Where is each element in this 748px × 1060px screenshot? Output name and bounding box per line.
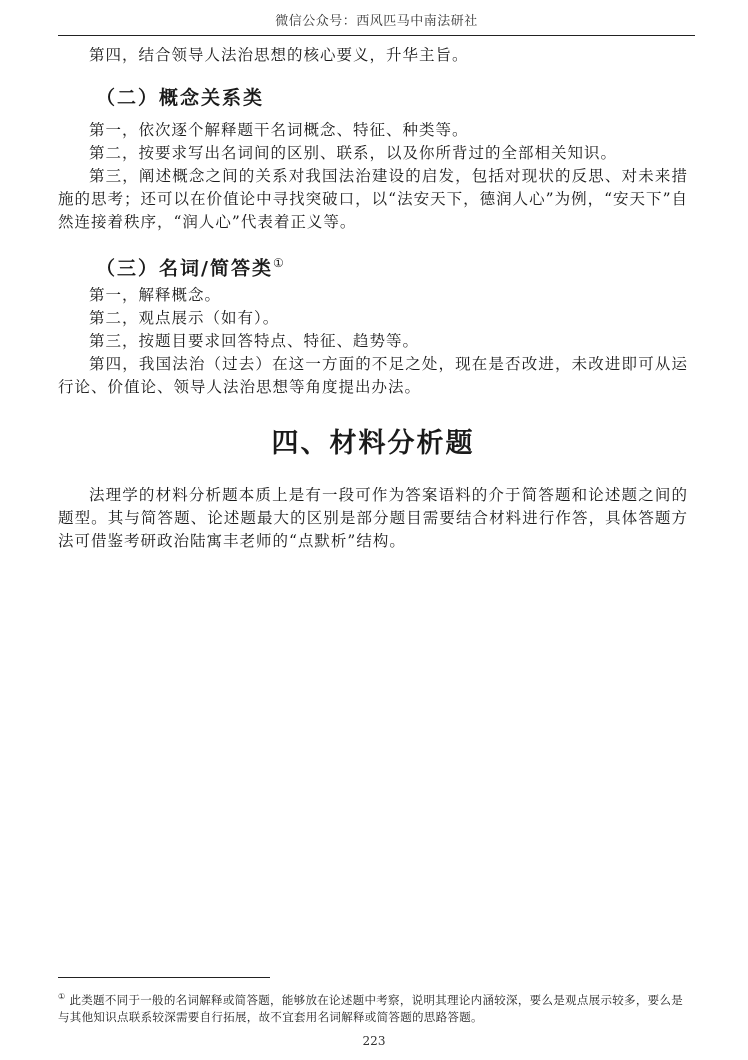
list-item: 第三，按题目要求回答特点、特征、趋势等。 — [89, 332, 420, 350]
intro-line: 第四，结合领导人法治思想的核心要义，升华主旨。 — [89, 46, 469, 64]
list-item: 第二，按要求写出名词间的区别、联系，以及你所背过的全部相关知识。 — [89, 144, 618, 162]
list-item: 第四，我国法治（过去）在这一方面的不足之处，现在是否改进，未改进即可从运行论、价值论、领导人法治思想等角度提出办法。 — [58, 355, 688, 396]
list-item: 第一，解释概念。 — [89, 286, 222, 304]
list-item: 第三，阐述概念之间的关系对我国法治建设的启发，包括对现状的反思、对未来措施的思考；还可以在价值论中寻找突破口，以“法安天下，德润人心”为例，“安天下”自然连接着秩序，“润人心”代表着正义等。 — [58, 167, 688, 231]
footnote — [58, 988, 690, 1026]
footnote-ref[interactable]: ① — [272, 256, 286, 270]
list-item: 第二，观点展示（如有）。 — [89, 309, 280, 327]
footnote-text: 此类题不同于一般的名词解释或简答题，能够放在论述题中考察，说明其理论内涵较深，要么是观点展示较多，要么是与其他知识点联系较深需要自行拓展，故不宜套用名词解释或简答题的思路答题。 — [58, 992, 684, 1024]
page-content — [58, 44, 688, 553]
subsection-title-text: （三）名词/简答类 — [96, 257, 273, 280]
subsection-title-concept-relation: （二）概念关系类 — [96, 87, 265, 109]
subsection-title-term-short-answer — [58, 248, 688, 278]
footnote-divider — [58, 977, 270, 978]
page-header: 微信公众号：西风匹马中南法研社 — [58, 10, 695, 36]
section-title-material-analysis: 四、材料分析题 — [271, 428, 475, 459]
footnote-mark: ① — [58, 992, 66, 1001]
section-body: 法理学的材料分析题本质上是有一段可作为答案语料的介于简答题和论述题之间的题型。其与简答题、论述题最大的区别是部分题目需要结合材料进行作答，具体答题方法可借鉴考研政治陆寓丰老师的“点默析”结构。 — [58, 486, 688, 550]
page-number: 223 — [362, 1034, 386, 1048]
list-item: 第一，依次逐个解释题干名词概念、特征、种类等。 — [89, 121, 469, 139]
